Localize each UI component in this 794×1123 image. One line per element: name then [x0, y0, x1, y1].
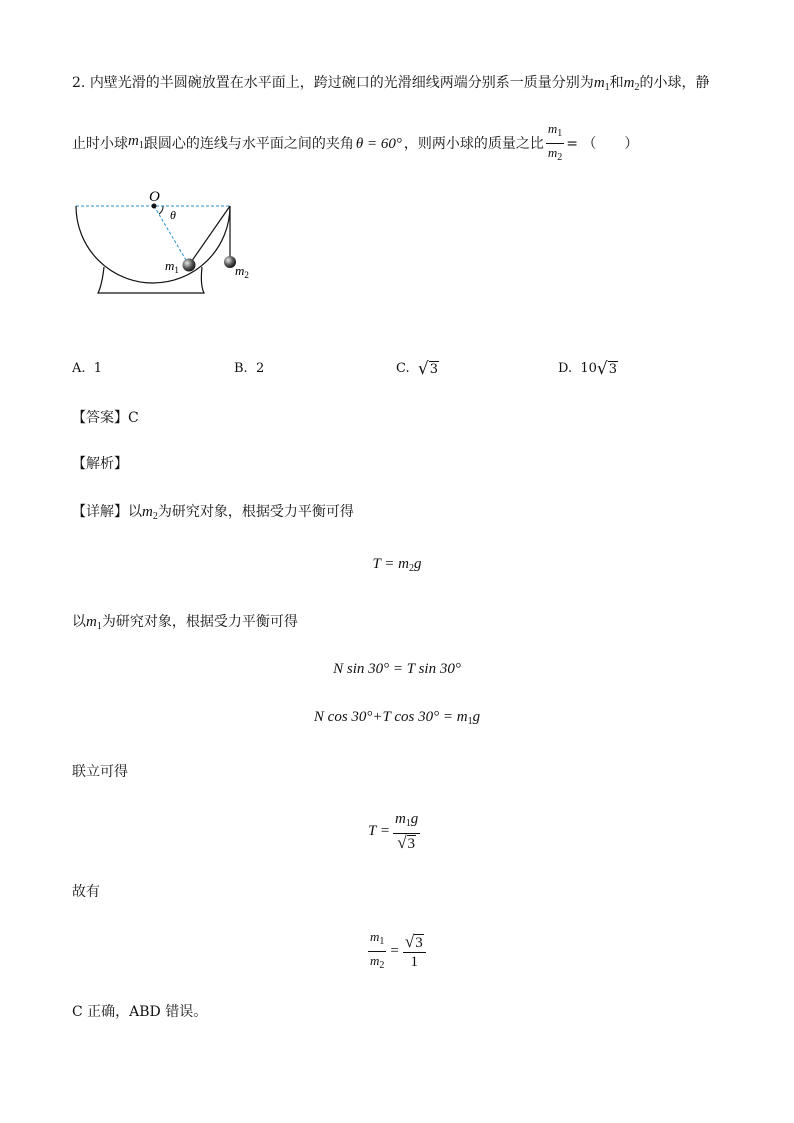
- fraction-mass-ratio: $\frac{m_1}{m_2}$: [370, 929, 385, 971]
- detail-p2: 以$m_1$为研究对象，根据受力平衡可得: [72, 614, 298, 632]
- math-m2: $m_2$: [142, 504, 158, 522]
- question-text-end: 的小球，静: [639, 75, 710, 91]
- question-and: 和: [609, 75, 624, 91]
- question-text-2: 止时小球: [72, 135, 128, 152]
- math-m1: $m_1$: [86, 614, 102, 632]
- question-line-2: [72, 120, 638, 167]
- answer-label: 【答案】: [72, 410, 128, 426]
- conclusion: C 正确，ABD 错误。: [72, 1004, 208, 1020]
- analysis-label: 【解析】: [72, 456, 128, 472]
- bowl-arc: [76, 206, 230, 283]
- bowl-figure: [70, 185, 270, 300]
- equation-2: N sin 30° = T sin 30°: [333, 661, 461, 677]
- sqrt-icon: √ 3: [596, 359, 618, 379]
- question-text: 内壁光滑的半圆碗放置在水平面上，跨过碗口的光滑细线两端分别系一质量分别为: [89, 75, 594, 91]
- detail-label: 【详解】: [72, 504, 128, 520]
- math-m1: $m_1$: [593, 75, 610, 93]
- label-m1: $m_1$: [165, 258, 179, 275]
- answer-line: [72, 408, 139, 428]
- detail-p3: 联立可得: [72, 764, 128, 780]
- label-O: O: [149, 189, 160, 205]
- ball-m1: [183, 259, 196, 272]
- option-b[interactable]: B. 2: [234, 361, 265, 376]
- math-m2: $m_2$: [623, 75, 640, 93]
- sqrt-icon: √ 3: [404, 931, 423, 951]
- question-number: 2.: [72, 75, 86, 91]
- detail-p4: 故有: [72, 884, 100, 900]
- fraction-eq4: $m_1g$ √ 3: [394, 811, 419, 852]
- mass-ratio-fraction: $\frac{m_1}{m_2}$: [547, 121, 563, 163]
- theta-value: θ = 60°: [355, 135, 402, 152]
- question-text-2c: ，则两小球的质量之比: [403, 135, 544, 152]
- fraction-result: √ 3 1: [403, 933, 426, 971]
- sqrt-icon: √ 3: [397, 833, 416, 852]
- label-m2: $m_2$: [235, 263, 249, 280]
- sqrt-icon: √ 3: [417, 359, 439, 379]
- option-a[interactable]: A. 1: [72, 361, 103, 376]
- math-m1: $m_1$: [128, 133, 144, 151]
- equation-1: $T = m_2g$: [372, 556, 422, 574]
- answer-value: C: [128, 410, 139, 426]
- question-text-2b: 跟圆心的连线与水平面之间的夹角: [143, 135, 354, 152]
- equation-3: N cos 30°+T $\cos 30^\circ = m_1g$: [313, 709, 481, 727]
- option-d[interactable]: D. 10 √ 3: [558, 359, 618, 379]
- answer-blank: = （ ）: [566, 135, 639, 152]
- equation-5: $\frac{m_1}{m_2}$ = √ 3 1: [368, 928, 426, 975]
- option-c[interactable]: C. √ 3: [396, 359, 439, 379]
- detail-p1: 【详解】以$m_2$为研究对象，根据受力平衡可得: [72, 504, 354, 522]
- equation-4: T = $m_1g$ √ 3: [368, 811, 419, 852]
- question-line-1: [72, 73, 710, 98]
- angle-arc: [159, 206, 163, 214]
- label-theta: θ: [170, 208, 176, 222]
